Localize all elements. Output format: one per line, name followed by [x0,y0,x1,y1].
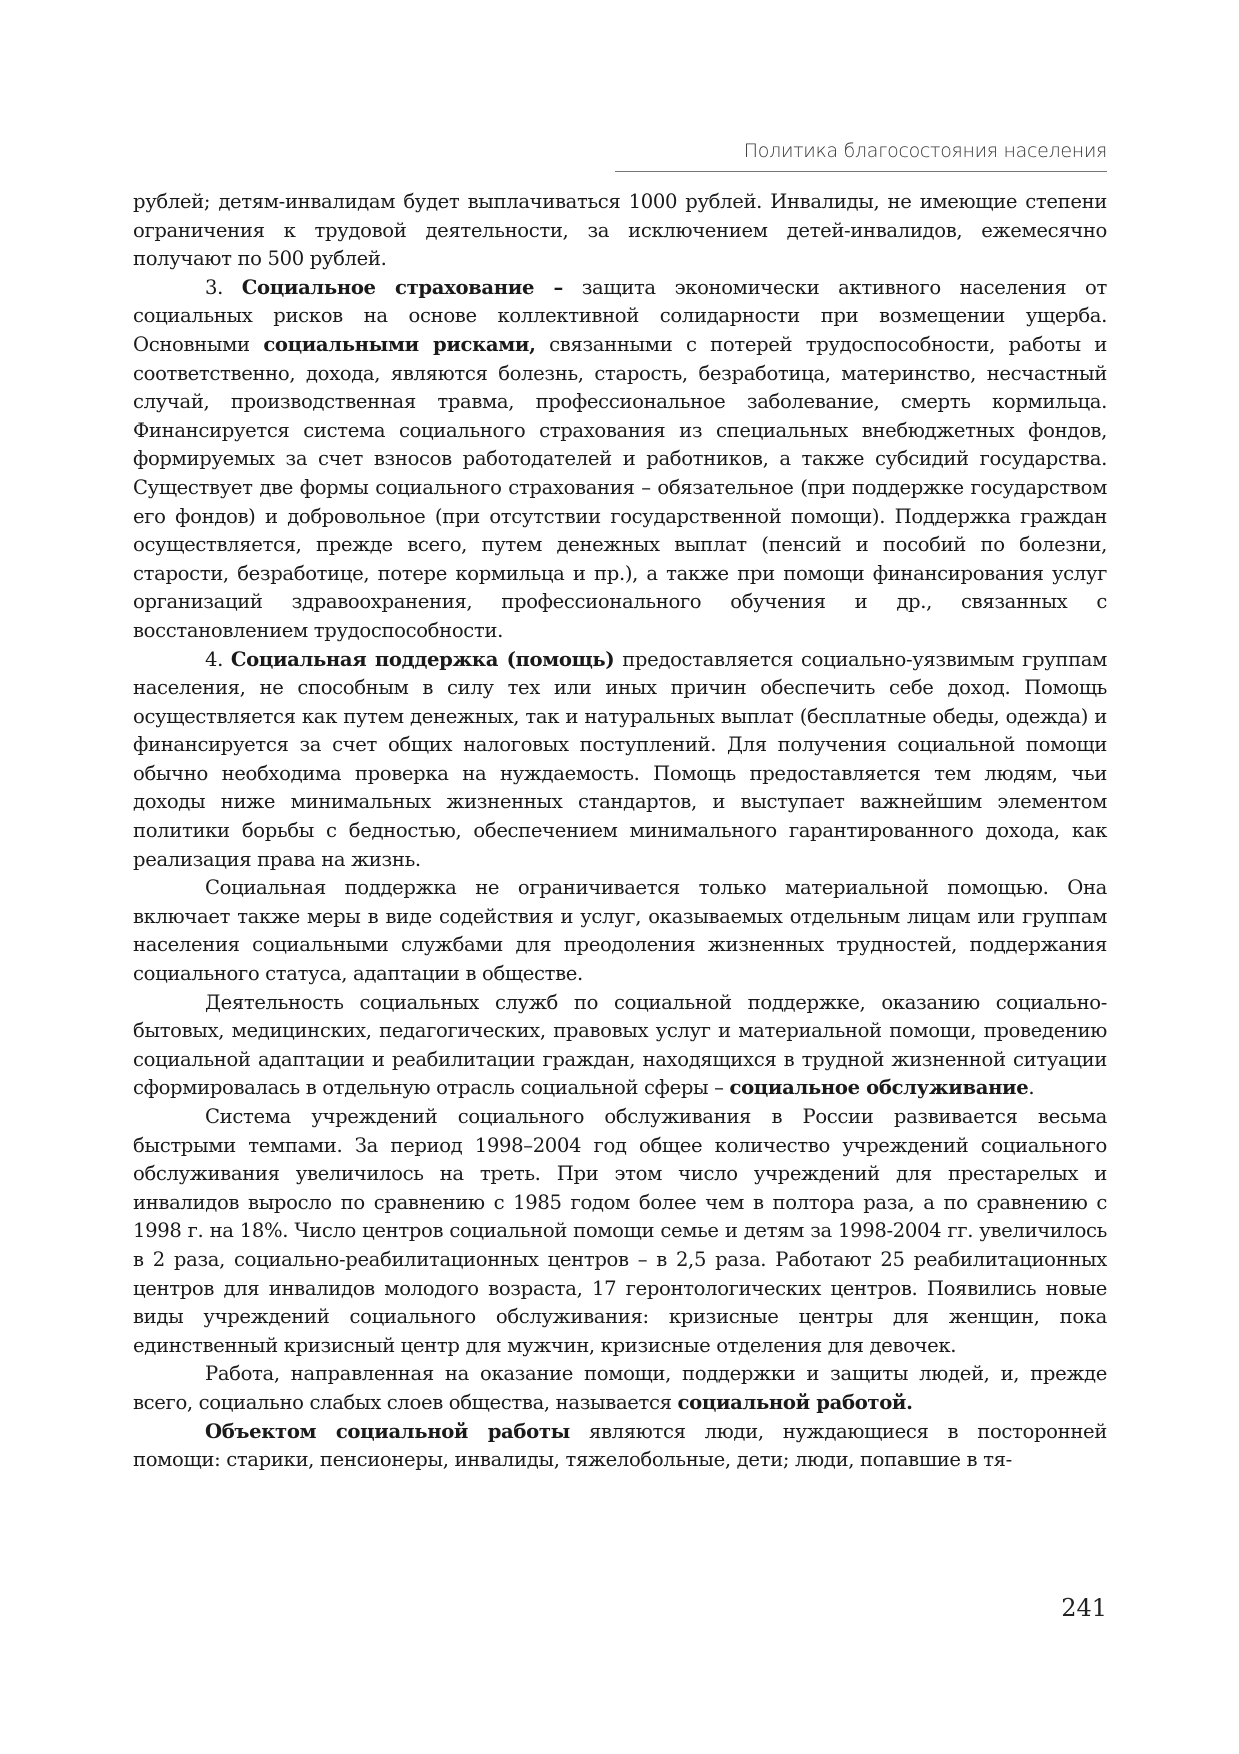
body-text [133,188,1107,1475]
paragraph-social-work: Работа, направленная на оказание помощи, поддержки и защиты людей, и, прежде всего, социально слабых слоев общества, называется социальной работой. [133,1362,1107,1414]
paragraph-social-insurance: 3. Социальное страхование – защита экономически активного населения от социальных рисков на основе коллективной солидарности при возмещении ущерба. Основными социальными рисками, связанными с потерей трудоспособности, работы и соответственно, дохода, являются болезнь, старость, безработица, материнство, несчастный случай, производственная травма, профессиональное заболевание, смерть кормильца. Финансируется система социального страхования из специальных внебюджетных фондов, формируемых за счет взносов работодателей и работников, а также субсидий государства. Существует две формы социального страхования – обязательное (при поддержке государством его фондов) и добровольное (при отсутствии государственной помощи). Поддержка граждан осуществляется, прежде всего, путем денежных выплат (пенсий и пособий по болезни, старости, безработице, потере кормильца и пр.), а также при помощи финансирования услуг организаций здравоохранения, профессионального обучения и др., связанных с восстановлением трудоспособности. [133,275,1107,642]
paragraph-social-support: 4. Социальная поддержка (помощь) предоставляется социально-уязвимым группам населения, не способным в силу тех или иных причин обеспечить себе доход. Помощь осуществляется как путем денежных, так и натуральных выплат (бесплатные обеды, одежда) и финансируется за счет общих налоговых поступлений. Для получения социальной помощи обычно необходима проверка на нуждаемость. Помощь предоставляется тем людям, чьи доходы ниже минимальных жизненных стандартов, и выступает важнейшим элементом политики борьбы с бедностью, обеспечением минимального гарантированного дохода, как реализация права на жизнь. [133,647,1108,871]
term-social-work: социальной работой. [677,1390,913,1414]
term-social-risks: социальными рисками, [263,332,536,356]
paragraph-service-system: Система учреждений социального обслуживания в России развивается весьма быстрыми темпами. За период 1998–2004 год общее количество учреждений социального обслуживания увеличилось на треть. При этом число учреждений для престарелых и инвалидов выросло по сравнению с 1985 годом более чем в полтора раза, а по сравнению с 1998 г. на 18%. Число центров социальной помощи семье и детям за 1998-2004 гг. увеличилось в 2 раза, социально-реабилитационных центров – в 2,5 раза. Работают 25 реабилитационных центров для инвалидов молодого возраста, 17 геронтологических центров. Появились новые виды учреждений социального обслуживания: кризисные центры для женщин, пока единственный кризисный центр для мужчин, кризисные отделения для девочек. [133,1105,1107,1357]
term-social-support: Социальная поддержка (помощь) [230,647,615,671]
paragraph-social-services: Деятельность социальных служб по социальной поддержке, оказанию социально-бытовых, медицинских, педагогических, правовых услуг и материальной помощи, проведению социальной адаптации и реабилитации граждан, находящихся в трудной жизненной ситуации сформировалась в отдельную отрасль социальной сферы – социальное обслуживание. [133,990,1107,1100]
paragraph-social-work-object: Объектом социальной работы являются люди, нуждающиеся в посторонней помощи: старики, пенсионеры, инвалиды, тяжелобольные, дети; люди, попавшие в тя- [133,1419,1107,1472]
running-header: Политика благосостояния населения [743,140,1107,162]
term-social-service: социальное обслуживание [729,1076,1029,1100]
paragraph-continuation: рублей; детям-инвалидам будет выплачиваться 1000 рублей. Инвалиды, не имеющие степени ограничения к трудовой деятельности, за исключением детей-инвалидов, ежемесячно получают по 500 рублей. [133,190,1107,271]
term-social-insurance: Социальное страхование – [241,275,563,299]
paragraph-support-not-limited: Социальная поддержка не ограничивается только материальной помощью. Она включает также меры в виде содействия и услуг, оказываемых отдельным лицам или группам населения социальными службами для преодоления жизненных трудностей, поддержания социального статуса, адаптации в обществе. [133,876,1107,986]
term-social-work-object: Объектом социальной работы [205,1419,570,1443]
page-number: 241 [1061,1594,1107,1622]
header-rule [615,171,1107,172]
